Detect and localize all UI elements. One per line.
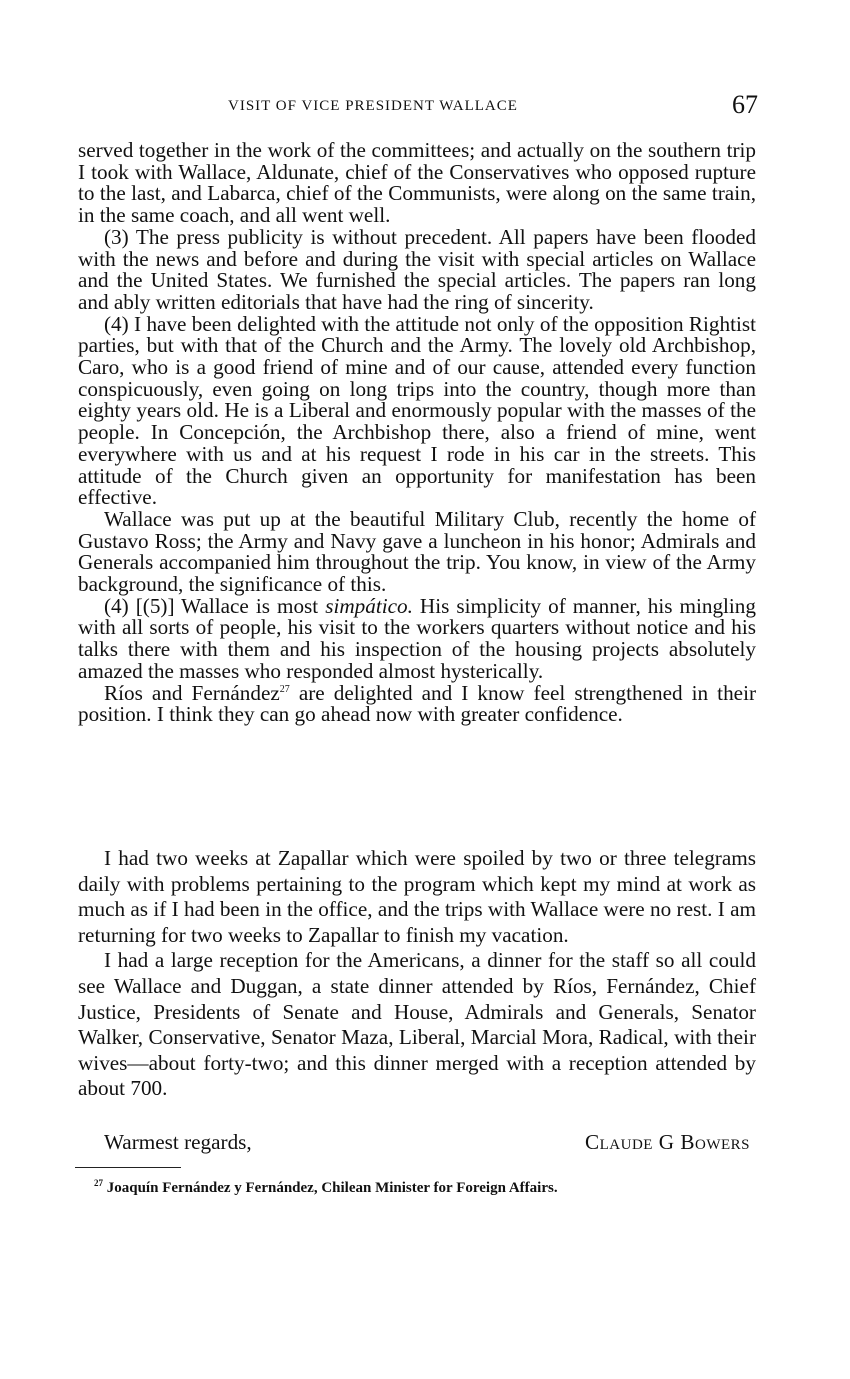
footnote-reference: 27 xyxy=(279,683,290,695)
signature: Claude G Bowers xyxy=(585,1130,750,1154)
letter-paragraph xyxy=(78,593,756,683)
salutation: Warmest regards, xyxy=(104,1130,252,1154)
body-paragraph: I had a large reception for the Americans, a dinner for the staff so all could see Wallace and Duggan, a state dinner attended by Ríos, Fernández, Chief Justice, Presidents of Senate and House, Admirals and Generals, Senator Walker, Conservative, Senator Maza, Liberal, Marcial Mora, Radical, with their wives—about forty-two; and this dinner merged with a reception attended by about 700. xyxy=(78,948,756,1101)
letter-paragraph: (4) I have been delighted with the attitude not only of the opposition Rightist parties, but with that of the Church and the Army. The lovely old Archbishop, Caro, who is a good friend of mine and of our cause, attended every function conspicuously, even going on long trips into the country, though more than eighty years old. He is a Liberal and enormously popular with the masses of the people. In Concepción, the Archbishop there, also a friend of mine, went everywhere with us and at his request I rode in his car in the streets. This attitude of the Church given an opportunity for manifestation has been effective. xyxy=(78,311,756,510)
letter-paragraph xyxy=(78,680,757,727)
paragraph-text: are delighted and I know feel strengthened in their position. I think they can go ahead now with greater confidence. xyxy=(78,680,757,727)
footnote-text: Joaquín Fernández y Fernández, Chilean Minister for Foreign Affairs. xyxy=(103,1180,558,1196)
page-number: 67 xyxy=(732,90,758,119)
letter-paragraph: served together in the work of the committees; and actually on the southern trip I took with Wallace, Aldunate, chief of the Conservatives who opposed rupture to the last, and Labarca, chief of the Communists, were along on the same train, in the same coach, and all went well. xyxy=(78,138,756,228)
closing-line xyxy=(78,1130,750,1156)
letter-paragraph: Wallace was put up at the beautiful Military Club, recently the home of Gustavo Ross; the Army and Navy gave a luncheon in his honor; Admirals and Generals accompanied him throughout the trip. You know, in view of the Army background, the significance of this. xyxy=(78,506,756,597)
quoted-letter xyxy=(78,140,756,726)
main-text xyxy=(78,846,756,1102)
footnote-number: 27 xyxy=(94,1178,103,1188)
running-head: VISIT OF VICE PRESIDENT WALLACE xyxy=(228,98,518,114)
italic-word: simpático. xyxy=(325,593,413,618)
footnote-divider xyxy=(75,1167,181,1168)
footnote xyxy=(94,1180,558,1197)
body-paragraph: I had two weeks at Zapallar which were spoiled by two or three telegrams daily with problems pertaining to the program which kept my mind at work as much as if I had been in the office, and the trips with Wallace were no rest. I am returning for two weeks to Zapallar to finish my vacation. xyxy=(78,846,756,947)
paragraph-text: (4) [(5)] Wallace is most xyxy=(104,593,326,618)
paragraph-text: His simplicity of manner, his mingling with all sorts of people, his visit to the workers quarters without notice and his talks there with them and his inspection of the housing projects absolutely amazed the masses who responded almost hysterically. xyxy=(78,593,756,683)
paragraph-text: Ríos and Fernández xyxy=(104,680,280,705)
page-header xyxy=(78,92,758,124)
letter-paragraph: (3) The press publicity is without precedent. All papers have been flooded with the news and before and during the visit with special articles on Wallace and the United States. We furnished the special articles. The papers ran long and ably written editorials that have had the ring of sincerity. xyxy=(78,224,756,314)
